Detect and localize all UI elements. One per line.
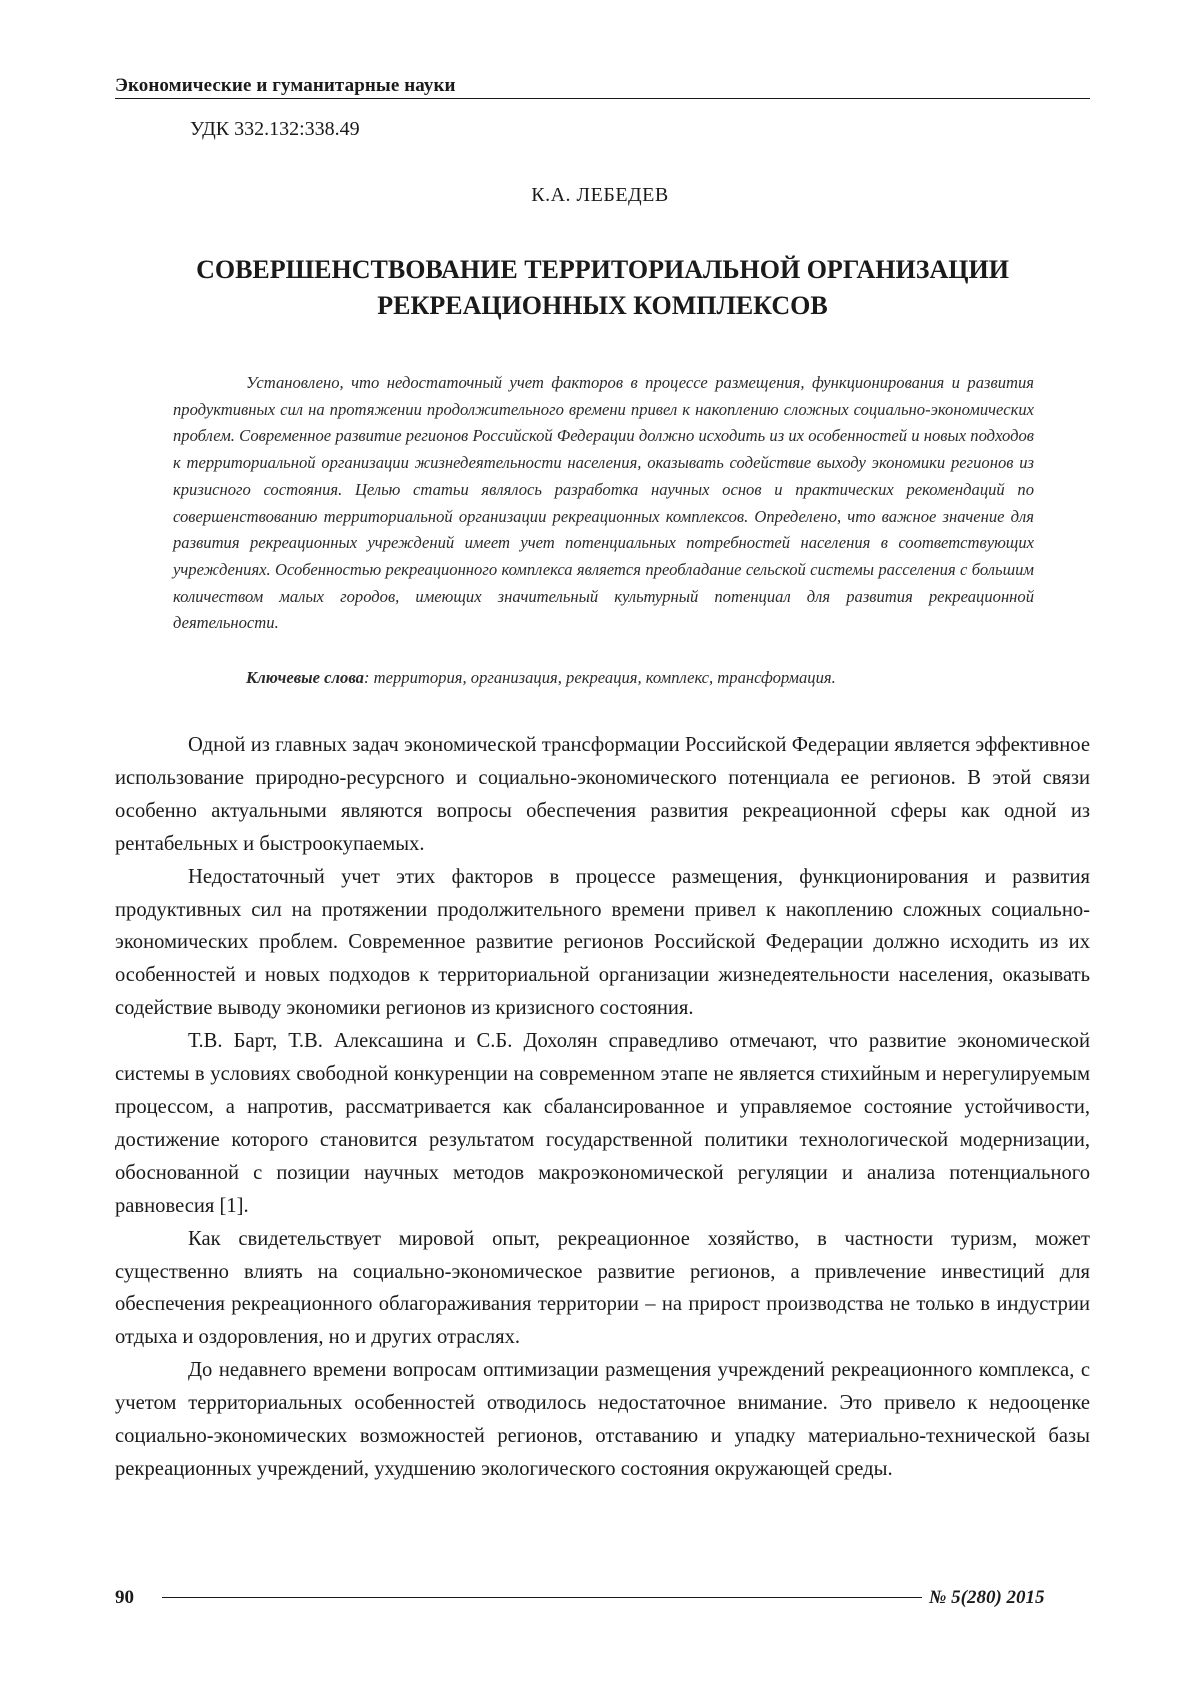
- keywords-text: : территория, организация, рекреация, комплекс, трансформация.: [364, 668, 836, 687]
- title-line-2: РЕКРЕАЦИОННЫХ КОМПЛЕКСОВ: [115, 288, 1090, 324]
- abstract: Установлено, что недостаточный учет факторов в процессе размещения, функционирования и развития продуктивных сил на протяжении продолжительного времени привел к накоплению сложных социально-экономических проблем. Современное развитие регионов Российской Федерации должно исходить из их особенностей и новых подходов к территориальной организации жизнедеятельности населения, оказывать содействие выходу экономики регионов из кризисного состояния. Целью статьи являлось разработка научных основ и практических рекомендаций по совершенствованию территориальной организации рекреационных комплексов. Определено, что важное значение для развития рекреационных учреждений имеет учет потенциальных потребностей населения в соответствующих учреждениях. Особенностью рекреационного комплекса является преобладание сельской системы расселения с большим количеством малых городов, имеющих значительный культурный потенциал для развития рекреационной деятельности.: [173, 370, 1034, 637]
- body-paragraph: Одной из главных задач экономической трансформации Российской Федерации является эффективное использование природно-ресурсного и социально-экономического потенциала ее регионов. В этой связи особенно актуальными являются вопросы обеспечения развития рекреационной сферы как одной из рентабельных и быстроокупаемых.: [115, 729, 1090, 861]
- article-body: [115, 729, 1090, 1486]
- body-paragraph: Т.В. Барт, Т.В. Алексашина и С.Б. Дохолян справедливо отмечают, что развитие экономической системы в условиях свободной конкуренции на современном этапе не является стихийным и нерегулируемым процессом, а напротив, рассматривается как сбалансированное и управляемое состояние устойчивости, достижение которого становится результатом государственной политики технологической модернизации, обоснованной с позиции научных методов макроэкономической регуляции и анализа потенциального равновесия [1].: [115, 1025, 1090, 1222]
- section-title: Экономические и гуманитарные науки: [115, 75, 456, 97]
- author-name: К.А. ЛЕБЕДЕВ: [0, 183, 1200, 207]
- body-paragraph: Недостаточный учет этих факторов в процессе размещения, функционирования и развития продуктивных сил на протяжении продолжительного времени привел к накоплению сложных социально-экономических проблем. Современное развитие регионов Российской Федерации должно исходить из их особенностей и новых подходов к территориальной организации жизнедеятельности населения, оказывать содействие выводу экономики регионов из кризисного состояния.: [115, 861, 1090, 1026]
- issue-number: № 5(280) 2015: [929, 1587, 1045, 1609]
- running-header: [115, 72, 1090, 99]
- footer-divider: [162, 1597, 922, 1598]
- body-paragraph: Как свидетельствует мировой опыт, рекреационное хозяйство, в частности туризм, может существенно влиять на социально-экономическое развитие регионов, а привлечение инвестиций для обеспечения рекреационного облагораживания территории – на прирост производства не только в индустрии отдыха и оздоровления, но и других отраслях.: [115, 1223, 1090, 1355]
- body-paragraph: До недавнего времени вопросам оптимизации размещения учреждений рекреационного комплекса, с учетом территориальных особенностей отводилось недостаточное внимание. Это привело к недооценке социально-экономических возможностей регионов, отставанию и упадку материально-технической базы рекреационных учреждений, ухудшению экологического состояния окружающей среды.: [115, 1354, 1090, 1486]
- keywords: [173, 665, 1034, 692]
- title-line-1: СОВЕРШЕНСТВОВАНИЕ ТЕРРИТОРИАЛЬНОЙ ОРГАНИЗАЦИИ: [115, 252, 1090, 288]
- article-title: [115, 252, 1090, 324]
- udk-code: УДК 332.132:338.49: [190, 117, 360, 141]
- page-number: 90: [115, 1587, 134, 1609]
- keywords-label: Ключевые слова: [246, 668, 364, 687]
